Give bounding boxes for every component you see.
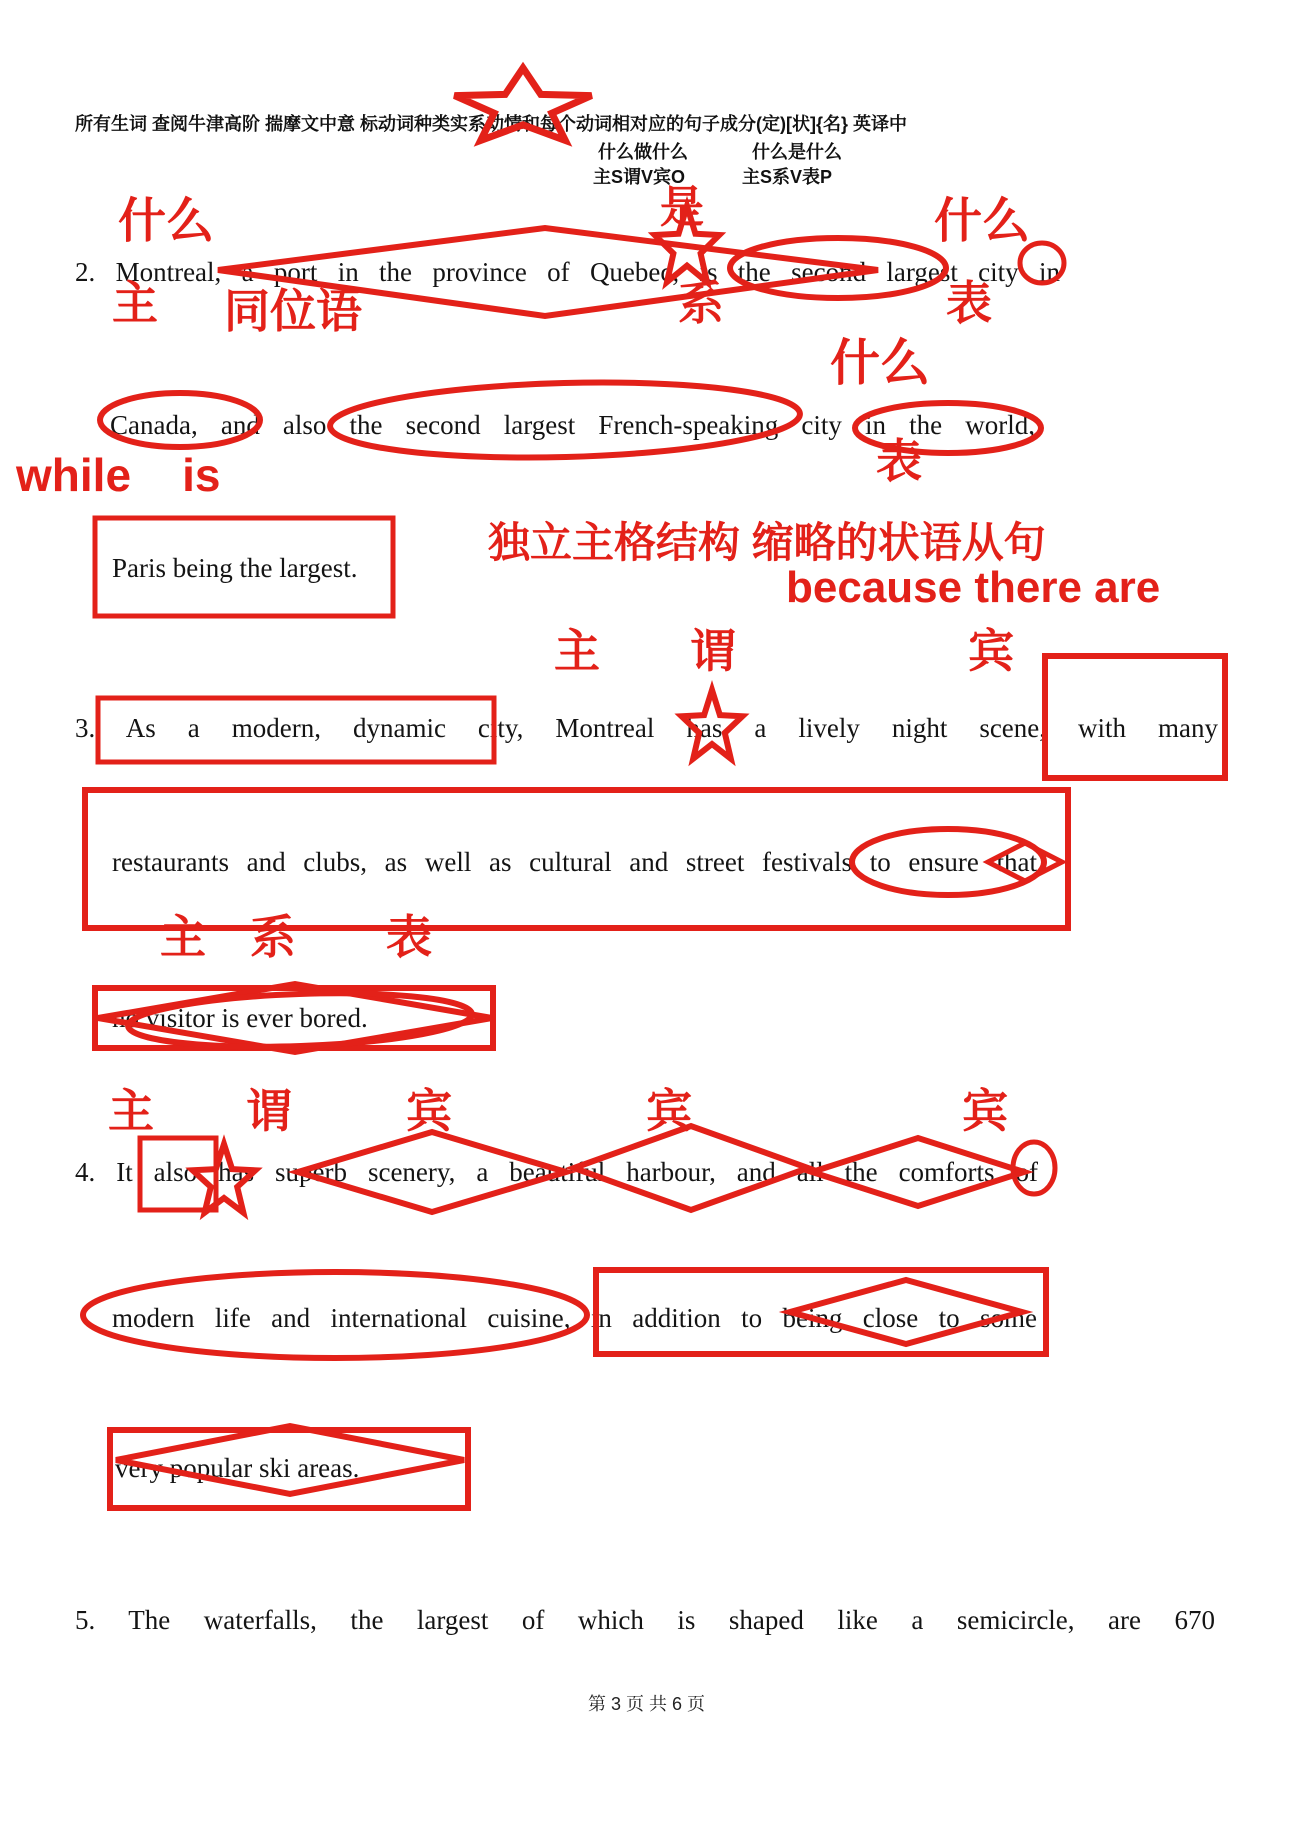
sentence-5-line-1: 5. The waterfalls, the largest of which is shaped like a semicircle, are 670 — [75, 1605, 1215, 1635]
label-subject-s2: 主 — [112, 277, 158, 329]
label-predicate-s3: 谓 — [690, 625, 736, 677]
label-what-predicative: 什么 — [934, 195, 1031, 248]
label-subject-s4: 主 — [108, 1085, 154, 1137]
header-svo-formula: 主S谓V宾O — [593, 167, 686, 187]
label-object-s3: 宾 — [968, 625, 1014, 677]
sentence-2-line-1: 2. Montreal, a port in the province of Quebec, is the second largest city in — [75, 257, 1060, 287]
header-what-does-what: 什么做什么 — [598, 142, 688, 162]
label-while-is: while is — [16, 449, 221, 501]
header-instructions: 所有生词 查阅牛津高阶 揣摩文中意 标动词种类实系动情和每个动词相对应的句子成分(定)[状]{名} 英译中 — [75, 114, 907, 134]
sentence-2-line-2: Canada, and also the second largest French-speaking city in the world, — [110, 410, 1035, 440]
label-predicate-s4: 谓 — [246, 1085, 292, 1137]
sentence-3-line-1: 3. As a modern, dynamic city, Montreal has a lively night scene, with many — [75, 713, 1218, 743]
sentence-4-line-1: 4. It also has superb scenery, a beautiful harbour, and all the comforts of — [75, 1157, 1038, 1187]
page-number: 第 3 页 共 6 页 — [587, 1694, 706, 1714]
label-what-subject: 什么 — [118, 195, 215, 248]
label-predicative-s2a: 表 — [946, 277, 992, 329]
label-linking-clause: 系 — [250, 911, 296, 963]
label-subject-clause: 主 — [160, 911, 206, 963]
sentence-2-line-3: Paris being the largest. — [112, 553, 358, 583]
label-because-there-are: because there are — [786, 563, 1161, 612]
header-svp-formula: 主S系V表P — [742, 167, 833, 187]
label-object-s4c: 宾 — [962, 1085, 1008, 1137]
label-what-world: 什么 — [830, 335, 930, 391]
label-object-s4b: 宾 — [646, 1085, 692, 1137]
label-predicative-clause: 表 — [386, 911, 432, 963]
label-subject-s3: 主 — [554, 625, 600, 677]
label-predicative-s2b: 表 — [876, 435, 922, 487]
header-what-is-what: 什么是什么 — [752, 142, 842, 162]
label-appositive: 同位语 — [224, 285, 362, 337]
label-linking-verb-s2: 系 — [678, 277, 724, 329]
label-absolute-construction: 独立主格结构 缩略的状语从句 — [488, 519, 1046, 566]
sentence-4-line-2: modern life and international cuisine, in addition to being close to some — [112, 1303, 1037, 1333]
sentence-3-line-2: restaurants and clubs, as well as cultural and street festivals to ensure that — [112, 847, 1037, 877]
label-shi-is: 是 — [660, 183, 704, 232]
sentence-3-line-3: no visitor is ever bored. — [112, 1003, 368, 1033]
sentence-4-line-3: very popular ski areas. — [115, 1453, 360, 1483]
label-object-s4a: 宾 — [406, 1085, 452, 1137]
